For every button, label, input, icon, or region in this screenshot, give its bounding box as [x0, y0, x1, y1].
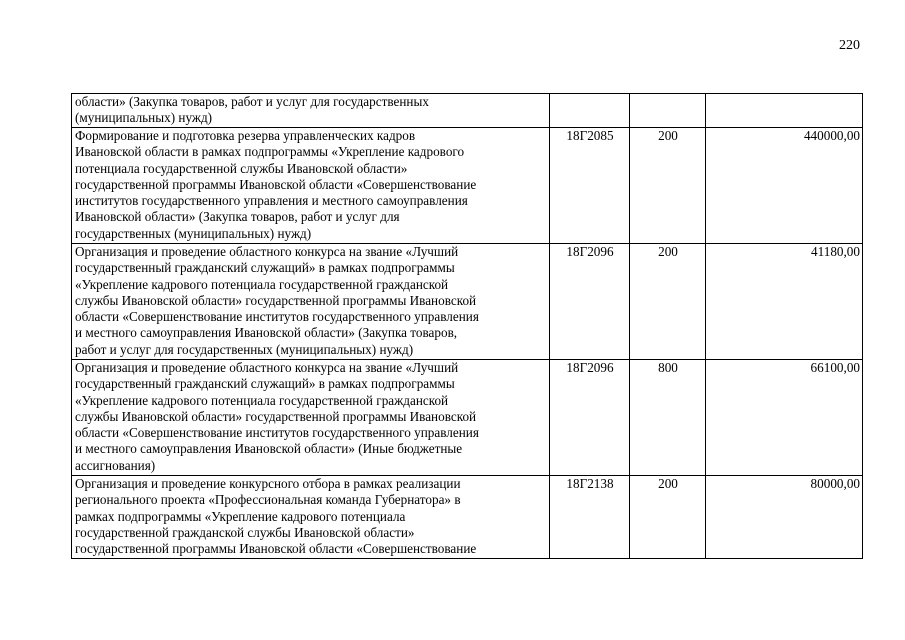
amount: 440000,00 — [706, 128, 863, 244]
description-line: Ивановской области» (Закупка товаров, работ и услуг для — [75, 209, 400, 225]
description-line: службы Ивановской области» государственной программы Ивановской — [75, 292, 477, 308]
row-description — [72, 244, 550, 360]
amount — [706, 94, 863, 128]
table-row — [72, 94, 863, 128]
description-line: регионального проекта «Профессиональная команда Губернатора» в — [75, 492, 461, 508]
description-line: рамках подпрограммы «Укрепление кадрового потенциала — [75, 508, 406, 524]
row-description — [72, 94, 550, 128]
description-line: государственной гражданской службы Ивановской области» — [75, 524, 415, 540]
description-line: государственной программы Ивановской области «Совершенствование — [75, 176, 477, 192]
expense-type-code: 200 — [630, 244, 706, 360]
description-line: Организация и проведение областного конкурса на звание «Лучший — [75, 244, 459, 259]
expense-type-code — [630, 94, 706, 128]
description-line: области «Совершенствование институтов государственного управления — [75, 425, 479, 441]
description-line: государственный гражданский служащий» в рамках подпрограммы — [75, 260, 455, 276]
amount: 80000,00 — [706, 476, 863, 559]
table-row — [72, 360, 863, 476]
expense-type-code: 200 — [630, 128, 706, 244]
description-line: области «Совершенствование институтов государственного управления — [75, 309, 479, 325]
budget-table — [71, 93, 863, 559]
description-line: институтов государственного управления и местного самоуправления — [75, 193, 468, 209]
description-line: и местного самоуправления Ивановской области» (Иные бюджетные — [75, 441, 463, 457]
description-line: «Укрепление кадрового потенциала государственной гражданской — [75, 276, 449, 292]
description-line: и местного самоуправления Ивановской области» (Закупка товаров, — [75, 325, 458, 341]
description-line: Организация и проведение областного конкурса на звание «Лучший — [75, 360, 459, 375]
page-number: 220 — [839, 38, 860, 53]
description-line: государственных (муниципальных) нужд) — [75, 225, 312, 241]
amount: 66100,00 — [706, 360, 863, 476]
description-line: (муниципальных) нужд) — [75, 110, 213, 126]
row-description — [72, 128, 550, 244]
description-line: государственный гражданский служащий» в рамках подпрограммы — [75, 376, 455, 392]
target-article-code — [550, 94, 630, 128]
table-row — [72, 128, 863, 244]
target-article-code: 18Г2138 — [550, 476, 630, 559]
target-article-code: 18Г2085 — [550, 128, 630, 244]
description-line: «Укрепление кадрового потенциала государственной гражданской — [75, 392, 449, 408]
expense-type-code: 200 — [630, 476, 706, 559]
table-row — [72, 476, 863, 559]
expense-type-code: 800 — [630, 360, 706, 476]
amount: 41180,00 — [706, 244, 863, 360]
description-line: Ивановской области в рамках подпрограммы «Укрепление кадрового — [75, 144, 465, 160]
description-line: Организация и проведение конкурсного отбора в рамках реализации — [75, 476, 461, 491]
description-line: потенциала государственной службы Ивановской области» — [75, 160, 408, 176]
description-line: ассигнования) — [75, 457, 156, 473]
description-line: Формирование и подготовка резерва управленческих кадров — [75, 128, 416, 143]
target-article-code: 18Г2096 — [550, 244, 630, 360]
row-description — [72, 360, 550, 476]
description-line: области» (Закупка товаров, работ и услуг для государственных — [75, 94, 429, 109]
row-description — [72, 476, 550, 559]
target-article-code: 18Г2096 — [550, 360, 630, 476]
description-line: государственной программы Ивановской области «Совершенствование — [75, 541, 477, 557]
table-row — [72, 244, 863, 360]
description-line: службы Ивановской области» государственной программы Ивановской — [75, 408, 477, 424]
description-line: работ и услуг для государственных (муниципальных) нужд) — [75, 341, 414, 357]
